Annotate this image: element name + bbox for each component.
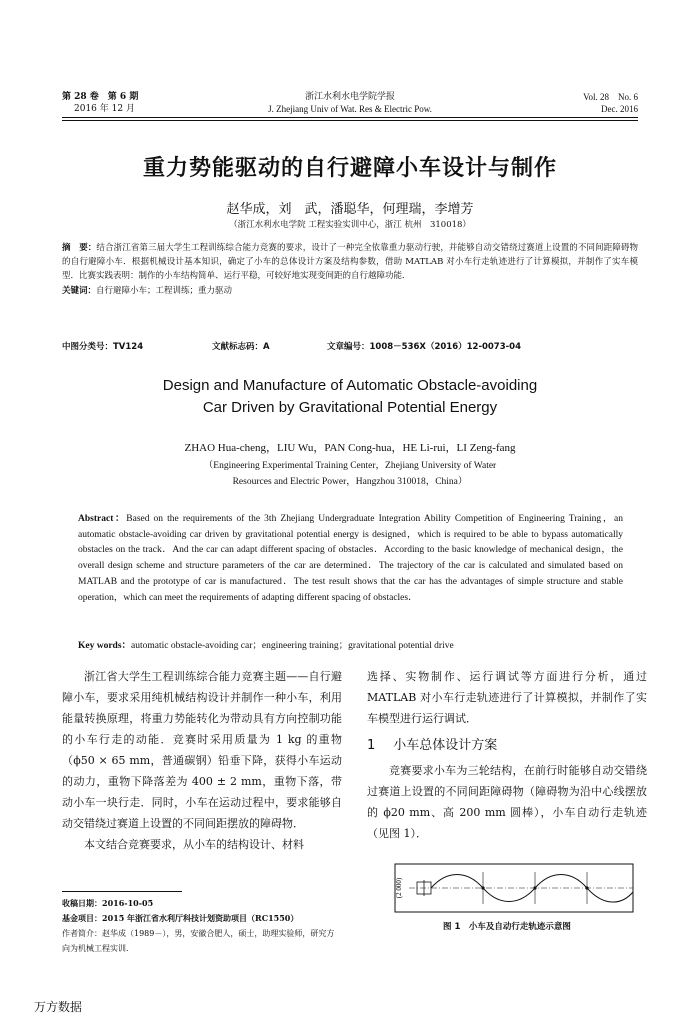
abstract-en-text: Based on the requirements of the 3th Zhejiang Undergraduate Integration Ability Competition of Engineering Training，an automatic obstacle-avoiding car driven by gravitational potential energy is designed，which is required to be able to bypass automatically obstacles on the track．And the car can adapt different spacing of obstacles．According to the basic knowledge of mechanical design，the overall design scheme and structure parameters of the car are determined．The trajectory of the car is calculated and simulated based on MATLAB and the prototype of car is manufactured．The test result shows that the car has the advantages of simple structure and stable operation，which can meet the requirements of adapting different spacing of obstacles． [78,514,623,603]
paper-title-cn: 重力势能驱动的自行避障小车设计与制作 [142,156,557,181]
paper-title-en-line2: Car Driven by Gravitational Potential Energy [202,399,498,416]
volume-no-en: Vol. 28 No. 6 [583,92,638,102]
wanfang-watermark: 万方数据 [34,1000,83,1014]
body-paragraph: 竞赛要求小车为三轮结构，在前行时能够自动交错绕过赛道上设置的不同间距障碍物（障碍物为沿中心线摆放的 ϕ20 mm、高 200 mm 圆棒），小车自动行走轨迹（见图 1）． [367,764,647,840]
publish-date-en: Dec. 2016 [601,104,638,114]
keywords-en-label: Key words： [78,641,132,651]
abstract-en-label: Abstract： [78,514,127,524]
journal-name-en: J. Zhejiang Univ of Wat. Res & Electric Pow. [268,104,432,114]
authors-en: ZHAO Hua-cheng，LIU Wu，PAN Cong-hua，HE Li-rui，LI Zeng-fang [184,442,516,454]
volume-issue: 第 28 卷 第 6 期 [62,92,139,102]
section-title: 小车总体设计方案 [393,738,498,753]
figure-dim-label: (2 000) [395,877,403,899]
body-paragraph: 选择、实物制作、运行调试等方面进行分析，通过 MATLAB 对小车行走轨迹进行了计算模拟，并制作了实车模型进行运行调试． [367,670,647,725]
clc-number: 中图分类号：TV124 [62,342,144,352]
paper-title-en [40,375,660,419]
abstract-cn-label: 摘 要： [62,243,97,253]
obstacle-post [533,886,536,889]
header-rule-thick [62,117,638,118]
section-number: 1 [367,738,376,753]
abstract-cn [62,241,638,298]
affiliation-cn: （浙江水利水电学院 工程实验实训中心，浙江 杭州 310018） [229,220,471,230]
keywords-en-text: automatic obstacle-avoiding car；engineering training；gravitational potential drive [131,641,454,651]
figure-1-caption: 图 1 小车及自动行走轨迹示意图 [443,922,571,932]
affiliation-en [40,458,660,490]
author-bio: 作者简介：赵华成（1989－），男，安徽合肥人，硕士，助理实验师，研究方向为机械工程实训． [62,929,335,953]
abstract-en [78,512,623,606]
running-header-left [62,91,202,115]
authors-cn: 赵华成，刘 武，潘聪华，何理瑞，李增芳 [226,202,474,217]
body-column-left [62,666,342,855]
header-rule-thin [62,120,638,121]
keywords-cn-label: 关键词： [62,285,97,296]
affiliation-en-line2: Resources and Electric Power，Hangzhou 310018，China） [232,477,468,487]
body-paragraph: 本文结合竞赛要求，从小车的结构设计、材料 [84,838,304,851]
article-number: 文章编号：1008－536X（2016）12-0073-04 [327,342,521,352]
obstacle-post [585,886,588,889]
paper-title-en-line1: Design and Manufacture of Automatic Obstacle-avoiding [162,377,538,394]
section-heading [367,735,647,756]
abstract-cn-text: 结合浙江省第三届大学生工程训练综合能力竞赛的要求，设计了一种完全依靠重力驱动行驶，并能够自动交错绕过赛道上设置的不同间距障碍物的自行避障小车．根据机械设计基本知识，确定了小车的总体设计方案及结构参数，借助 MATLAB 对小车行走轨迹进行了计算模拟，并制作了实车模型．比赛实践表明：制作的小车结构简单、运行平稳，可较好地实现变间距的自行越障功能． [62,243,638,282]
running-header-journal [210,91,490,115]
publish-date-cn: 2016 年 12 月 [74,104,135,114]
fund-info: 基金项目：2015 年浙江省水利厅科技计划资助项目（RC1550） [62,913,299,923]
obstacle-post [481,886,484,889]
document-code: 文献标志码：A [212,342,270,352]
keywords-cn-text: 自行避障小车；工程训练；重力驱动 [96,285,233,296]
affiliation-en-line1: （Engineering Experimental Training Center，Zhejiang University of Water [203,461,497,471]
received-date: 收稿日期：2016-10-05 [62,898,154,908]
body-paragraph: 浙江省大学生工程训练综合能力竞赛主题——自行避障小车，要求采用纯机械结构设计并制作一种小车，利用能量转换原理，将重力势能转化为带动具有方向控制功能的小车行走的动能．竞赛时采用质量为 1 kg 的重物（ϕ50 × 65 mm，普通碳钢）铅垂下降，获得小车运动的动力，重物下降落差为 400 ± 2 mm，重物下落，带动小车一块行走．同时，小车在运动过程中，要求能够自动交错绕过赛道上设置的不同间距摆放的障碍物． [62,670,342,830]
running-header-right [520,91,638,115]
journal-name-cn: 浙江水利水电学院学报 [304,92,395,102]
footnote-rule [62,891,182,892]
footnote [62,896,342,956]
body-column-right [367,666,647,844]
figure-1-diagram [389,862,639,914]
keywords-en [78,637,638,651]
